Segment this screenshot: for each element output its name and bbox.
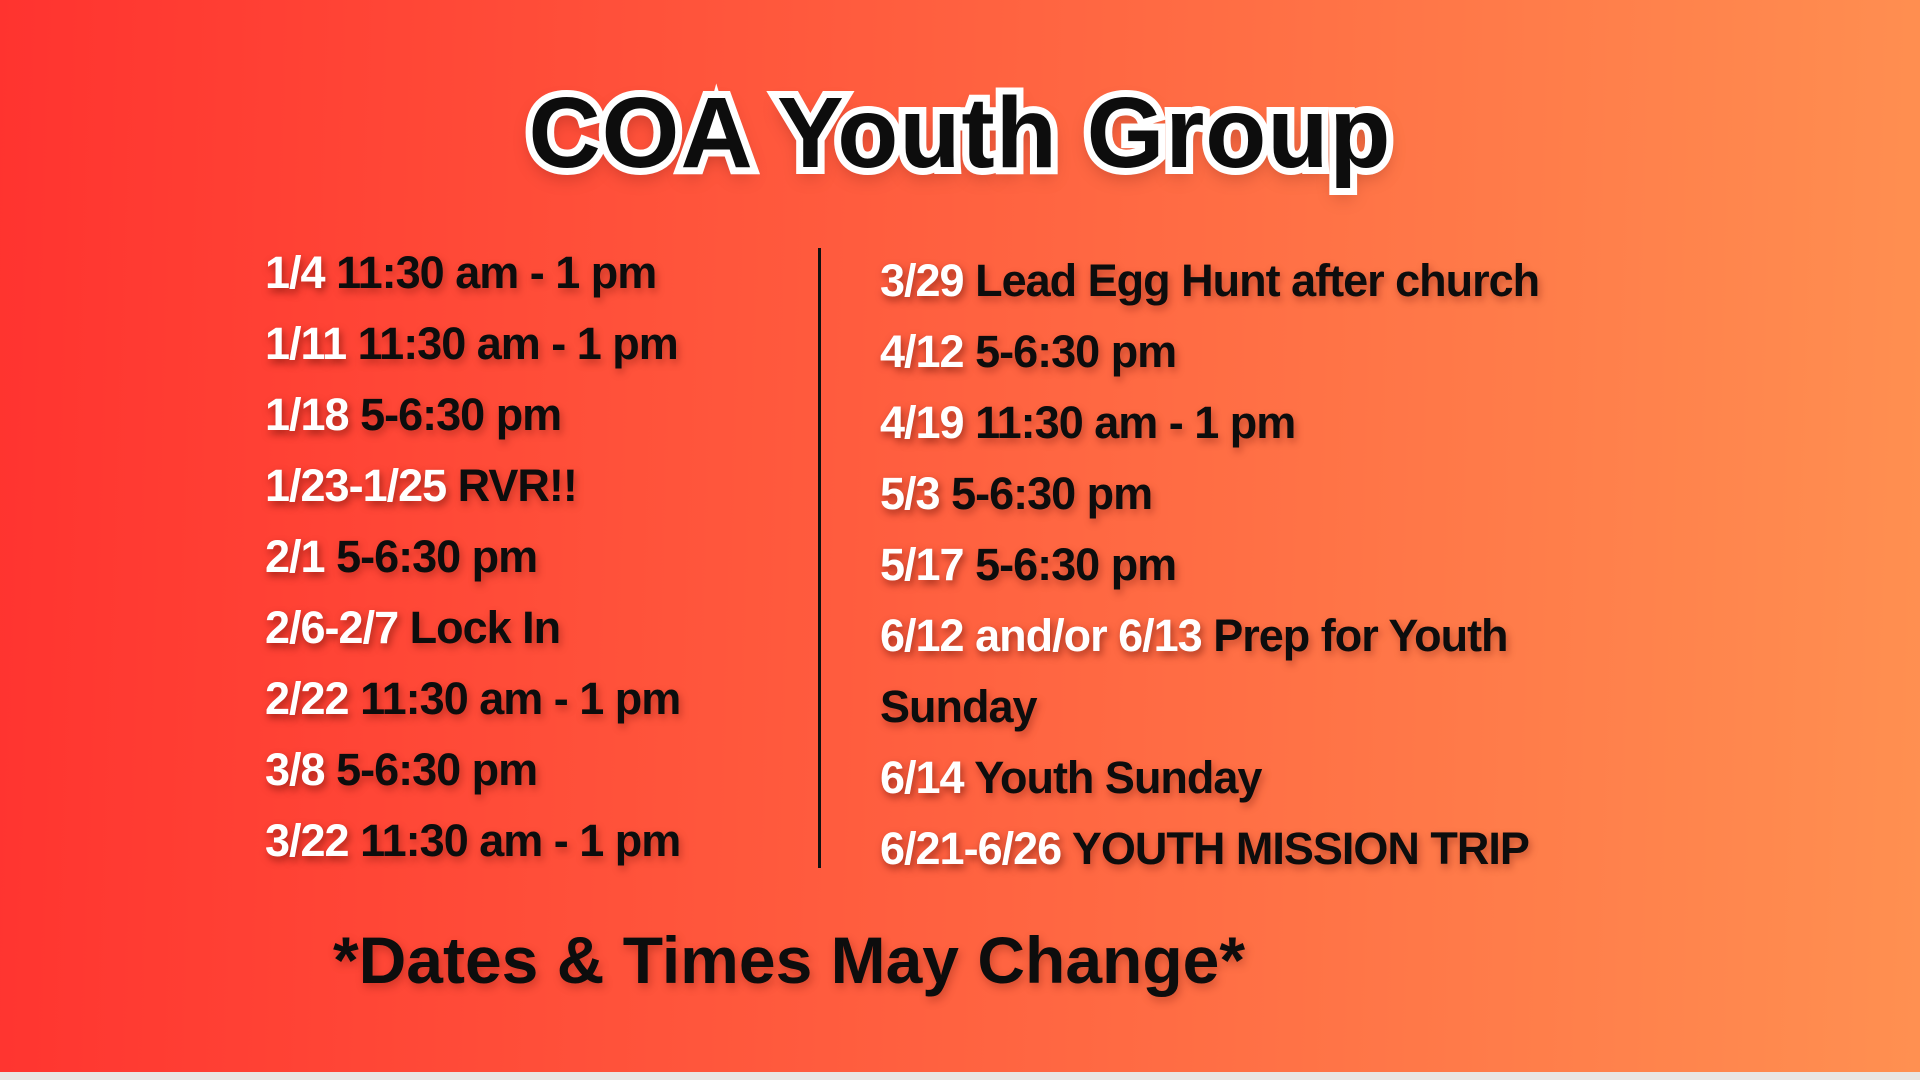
schedule-date: 3/22 bbox=[265, 815, 349, 866]
schedule-detail: 5-6:30 pm bbox=[336, 744, 538, 795]
schedule-row bbox=[880, 316, 1595, 387]
schedule-detail: Youth Sunday bbox=[974, 752, 1262, 803]
bottom-edge-strip bbox=[0, 1072, 1920, 1080]
schedule-date: 1/18 bbox=[265, 389, 349, 440]
schedule-detail: 11:30 am - 1 pm bbox=[360, 673, 681, 724]
schedule-date: 1/11 bbox=[265, 318, 347, 369]
schedule-detail: 5-6:30 pm bbox=[360, 389, 562, 440]
schedule-detail: 11:30 am - 1 pm bbox=[360, 815, 681, 866]
schedule-detail: Lock In bbox=[409, 602, 561, 653]
schedule-date: 6/14 bbox=[880, 752, 964, 803]
schedule-date: 2/6-2/7 bbox=[265, 602, 399, 653]
schedule-detail: Prep for Youth Sunday bbox=[880, 610, 1508, 732]
schedule-column-right bbox=[880, 245, 1595, 884]
schedule-detail: 5-6:30 pm bbox=[336, 531, 538, 582]
schedule-detail: 5-6:30 pm bbox=[951, 468, 1153, 519]
schedule-date: 3/8 bbox=[265, 744, 325, 795]
schedule-row bbox=[265, 450, 805, 521]
schedule-row bbox=[880, 813, 1595, 884]
schedule-date: 6/21-6/26 bbox=[880, 823, 1062, 874]
schedule-row bbox=[880, 387, 1595, 458]
schedule-detail: 11:30 am - 1 pm bbox=[336, 247, 657, 298]
schedule-date: 5/17 bbox=[880, 539, 964, 590]
schedule-row bbox=[880, 245, 1595, 316]
schedule-row bbox=[265, 521, 805, 592]
schedule-detail: 5-6:30 pm bbox=[975, 326, 1177, 377]
schedule-row bbox=[265, 734, 805, 805]
schedule-detail: 5-6:30 pm bbox=[975, 539, 1177, 590]
schedule-row bbox=[880, 600, 1595, 742]
footer-disclaimer: *Dates & Times May Change* bbox=[332, 923, 1246, 997]
schedule-date: 6/12 and/or 6/13 bbox=[880, 610, 1202, 661]
schedule-date: 3/29 bbox=[880, 255, 964, 306]
schedule-detail: YOUTH MISSION TRIP bbox=[1071, 823, 1529, 874]
schedule-row bbox=[265, 663, 805, 734]
schedule-date: 2/22 bbox=[265, 673, 349, 724]
schedule-row bbox=[880, 742, 1595, 813]
schedule-row bbox=[265, 805, 805, 876]
schedule-row bbox=[265, 379, 805, 450]
schedule-date: 1/4 bbox=[265, 247, 325, 298]
schedule-row bbox=[265, 237, 805, 308]
schedule-date: 2/1 bbox=[265, 531, 325, 582]
schedule-detail: 11:30 am - 1 pm bbox=[975, 397, 1296, 448]
schedule-row bbox=[880, 458, 1595, 529]
schedule-date: 1/23-1/25 bbox=[265, 460, 447, 511]
schedule-date: 4/19 bbox=[880, 397, 964, 448]
schedule-column-left bbox=[265, 237, 805, 876]
schedule-row bbox=[265, 592, 805, 663]
column-divider-line bbox=[818, 248, 821, 868]
schedule-detail: 11:30 am - 1 pm bbox=[357, 318, 678, 369]
schedule-date: 5/3 bbox=[880, 468, 940, 519]
page-title: COA Youth Group COA Youth Group bbox=[528, 76, 1391, 191]
schedule-row bbox=[265, 308, 805, 379]
schedule-detail: Lead Egg Hunt after church bbox=[975, 255, 1540, 306]
schedule-detail: RVR!! bbox=[457, 460, 577, 511]
schedule-date: 4/12 bbox=[880, 326, 964, 377]
schedule-row bbox=[880, 529, 1595, 600]
